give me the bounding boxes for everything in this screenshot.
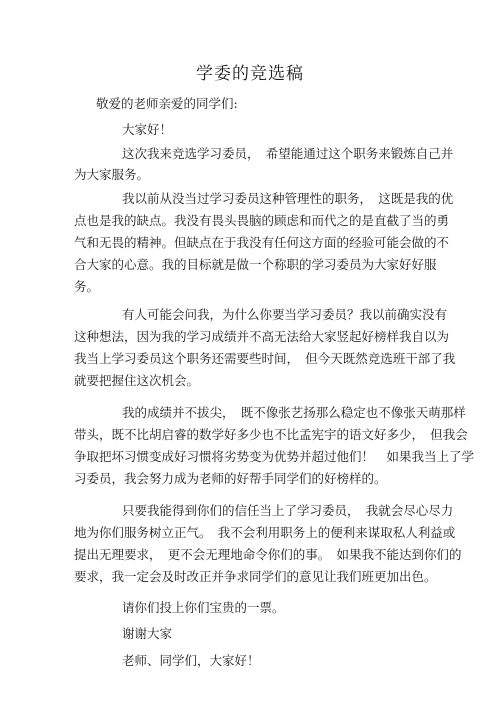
salutation-line: 敬爱的老师亲爱的同学们:: [96, 96, 238, 111]
paragraph-3-line-3: 我当上学习委员这个职务还需要些时间， 但今天既然竞选班干部了我: [74, 351, 456, 366]
paragraph-4-line-4: 习委员，我会努力成为老师的好帮手同学们的好榜样的。: [74, 471, 387, 486]
vote-request-line: 请你们投上你们宝贵的一票。: [122, 600, 285, 615]
paragraph-3-line-2: 这种想法，因为我的学习成绩并不高无法给大家竖起好榜样我自以为: [74, 329, 450, 344]
paragraph-5-line-2: 地为你们服务树立正气。 我不会利用职务上的便利来谋取私人利益或: [74, 525, 456, 540]
paragraph-1-line-2: 为大家服务。: [74, 167, 150, 182]
paragraph-5-line-3: 提出无理要求， 更不会无理地命令你们的事。 如果我不能达到你们的: [74, 547, 462, 562]
paragraph-1-line-1: 这次我来竞选学习委员， 希望能通过这个职务来锻炼自己并: [122, 146, 454, 161]
closing-greeting-line: 老师、同学们，大家好！: [122, 653, 260, 668]
paragraph-2-line-2: 点也是我的缺点。我没有畏头畏脑的顾虑和而代之的是直截了当的勇: [74, 213, 450, 228]
paragraph-5-line-1: 只要我能得到你们的信任当上了学习委员， 我就会尽心尽力: [122, 503, 454, 518]
paragraph-5-line-4: 要求，我一定会及时改正并争求同学们的意见让我们班更加出色。: [74, 569, 437, 584]
paragraph-2-line-1: 我以前从没当过学习委员这种管理性的职务， 这既是我的优: [122, 191, 454, 206]
document-title: 学委的竞选稿: [196, 64, 304, 84]
paragraph-4-line-2: 带头，既不比胡启睿的数学好多少也不比孟宪宇的语文好多少， 但我会: [74, 427, 468, 442]
thanks-line: 谢谢大家: [122, 626, 173, 641]
paragraph-4-line-1: 我的成绩并不拔尖， 既不像张艺扬那么稳定也不像张天萌那样: [122, 405, 466, 420]
paragraph-3-line-4: 就要把握住这次机会。: [74, 373, 200, 388]
paragraph-2-line-5: 务。: [74, 279, 100, 294]
greeting-line: 大家好！: [122, 122, 173, 137]
paragraph-4-line-3: 争取把坏习惯变成好习惯将劣势变为优势并超过他们！ 如果我当上了学: [74, 449, 475, 464]
paragraph-3-line-1: 有人可能会问我，为什么你要当学习委员？我以前确实没有: [122, 307, 448, 322]
paragraph-2-line-3: 气和无畏的精神。但缺点在于我没有任何这方面的经验可能会做的不: [74, 235, 450, 250]
paragraph-2-line-4: 合大家的心意。我的目标就是做一个称职的学习委员为大家好好服: [74, 257, 437, 272]
